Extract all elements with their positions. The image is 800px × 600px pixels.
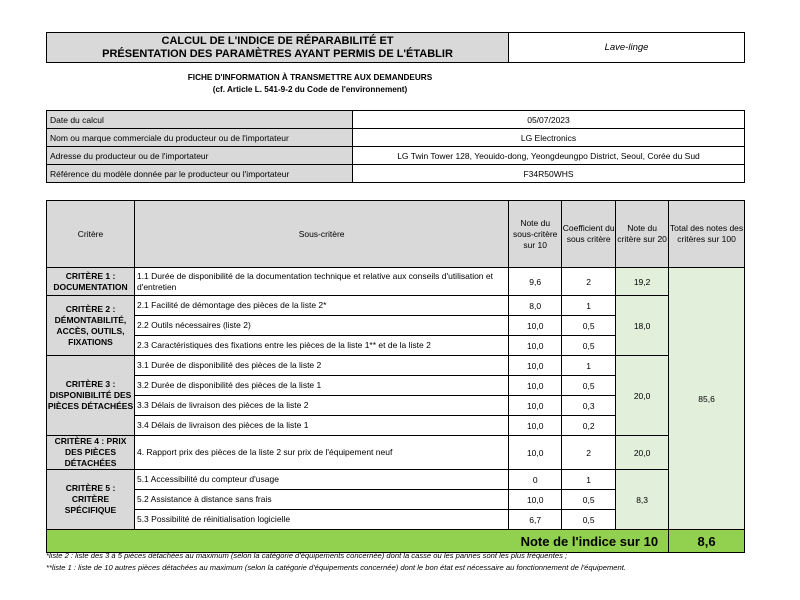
sub-note: 8,0 [509,296,562,316]
footnote-liste-1: **liste 1 : liste de 10 autres pièces détachées au maximum (selon la catégorie d'équipements concernée) dont le bon état est nécessaire au fonctionnement de l'équipement. [46,563,626,572]
criterion-score: 20,0 [616,356,669,436]
sub-coef: 2 [562,436,616,470]
info-value: F34R50WHS [353,165,745,183]
sub-note: 0 [509,470,562,490]
sub-note: 9,6 [509,268,562,296]
sub-coef: 0,5 [562,336,616,356]
criterion-2: CRITÈRE 2 : DÉMONTABILITÉ, ACCÈS, OUTILS, FIXATIONS [47,296,135,356]
sub-note: 10,0 [509,436,562,470]
table-row [47,470,745,490]
sub-note: 10,0 [509,490,562,510]
sub-coef: 0,5 [562,510,616,530]
table-row [47,268,745,296]
sub-criterion: 4. Rapport prix des pièces de la liste 2 sur prix de l'équipement neuf [134,436,508,470]
sub-note: 10,0 [509,396,562,416]
info-value: 05/07/2023 [353,111,745,129]
info-row [47,111,745,129]
criterion-score: 20,0 [616,436,669,470]
sub-note: 10,0 [509,356,562,376]
sub-criterion: 2.2 Outils nécessaires (liste 2) [134,316,508,336]
info-row [47,165,745,183]
info-value: LG Electronics [353,129,745,147]
table-row [47,356,745,376]
sub-criterion: 3.1 Durée de disponibilité des pièces de la liste 2 [134,356,508,376]
footnotes [46,550,766,574]
sub-note: 10,0 [509,416,562,436]
sub-criterion: 5.3 Possibilité de réinitialisation logicielle [134,510,508,530]
footnote-liste-2: *liste 2 : liste des 3 à 5 pièces détachées au maximum (selon la catégorie d'équipements concernée) dont la casse ou les pannes sont les plus fréquentes ; [46,551,568,560]
title-line-1: CALCUL DE L'INDICE DE RÉPARABILITÉ ET [161,34,394,47]
criterion-score: 18,0 [616,296,669,356]
sub-coef: 1 [562,470,616,490]
sub-criterion: 5.2 Assistance à distance sans frais [134,490,508,510]
sub-coef: 2 [562,268,616,296]
sub-note: 10,0 [509,316,562,336]
fiche-info [120,72,500,96]
criterion-3: CRITÈRE 3 : DISPONIBILITÉ DES PIÈCES DÉTACHÉES [47,356,135,436]
col-header-note-critere: Note du critère sur 20 [616,201,669,268]
criterion-score: 19,2 [616,268,669,296]
col-header-note-sous: Note du sous-critère sur 10 [509,201,562,268]
sub-coef: 0,5 [562,490,616,510]
final-score-value: 8,6 [669,530,745,553]
info-label: Date du calcul [47,111,353,129]
page-title [47,33,509,63]
sub-coef: 0,3 [562,396,616,416]
sub-note: 10,0 [509,336,562,356]
col-header-sous-critere: Sous-critère [134,201,508,268]
sub-criterion: 1.1 Durée de disponibilité de la documentation technique et relative aux conseils d'utilisation et d'entretien [134,268,508,296]
table-row [47,436,745,470]
table-header-row [47,201,745,268]
table-row [47,296,745,316]
criterion-5: CRITÈRE 5 : CRITÈRE SPÉCIFIQUE [47,470,135,530]
criterion-1: CRITÈRE 1 : DOCUMENTATION [47,268,135,296]
sub-criterion: 3.3 Délais de livraison des pièces de la liste 2 [134,396,508,416]
sub-coef: 1 [562,296,616,316]
col-header-critere: Critère [47,201,135,268]
sub-criterion: 3.2 Durée de disponibilité des pièces de la liste 1 [134,376,508,396]
product-type: Lave-linge [509,33,745,63]
sub-criterion: 5.1 Accessibilité du compteur d'usage [134,470,508,490]
fiche-line-1: FICHE D'INFORMATION À TRANSMETTRE AUX DEMANDEURS [187,73,433,82]
sub-note: 6,7 [509,510,562,530]
sub-criterion: 2.3 Caractéristiques des fixations entre les pièces de la liste 1** et de la liste 2 [134,336,508,356]
criterion-score: 8,3 [616,470,669,530]
info-row [47,147,745,165]
header-table [46,32,745,63]
info-value: LG Twin Tower 128, Yeouido-dong, Yeongdeungpo District, Seoul, Corée du Sud [353,147,745,165]
sub-coef: 0,2 [562,416,616,436]
sub-coef: 1 [562,356,616,376]
sub-note: 10,0 [509,376,562,396]
col-header-total: Total des notes des critères sur 100 [669,201,745,268]
sub-criterion: 3.4 Délais de livraison des pièces de la liste 1 [134,416,508,436]
total-score: 85,6 [669,268,745,530]
final-score-label: Note de l'indice sur 10 [47,530,669,553]
col-header-coef: Coefficient du sous critère [562,201,616,268]
title-line-2: PRÉSENTATION DES PARAMÈTRES AYANT PERMIS DE L'ÉTABLIR [102,47,453,60]
info-label: Référence du modèle donnée par le producteur ou l'importateur [47,165,353,183]
criterion-4: CRITÈRE 4 : PRIX DES PIÈCES DÉTACHÉES [47,436,135,470]
info-row [47,129,745,147]
info-label: Nom ou marque commerciale du producteur ou de l'importateur [47,129,353,147]
sub-criterion: 2.1 Facilité de démontage des pièces de la liste 2* [134,296,508,316]
sub-coef: 0,5 [562,316,616,336]
sub-coef: 0,5 [562,376,616,396]
info-table [46,110,745,183]
score-table [46,200,745,553]
fiche-line-2: (cf. Article L. 541-9-2 du Code de l'environnement) [212,85,408,94]
info-label: Adresse du producteur ou de l'importateur [47,147,353,165]
